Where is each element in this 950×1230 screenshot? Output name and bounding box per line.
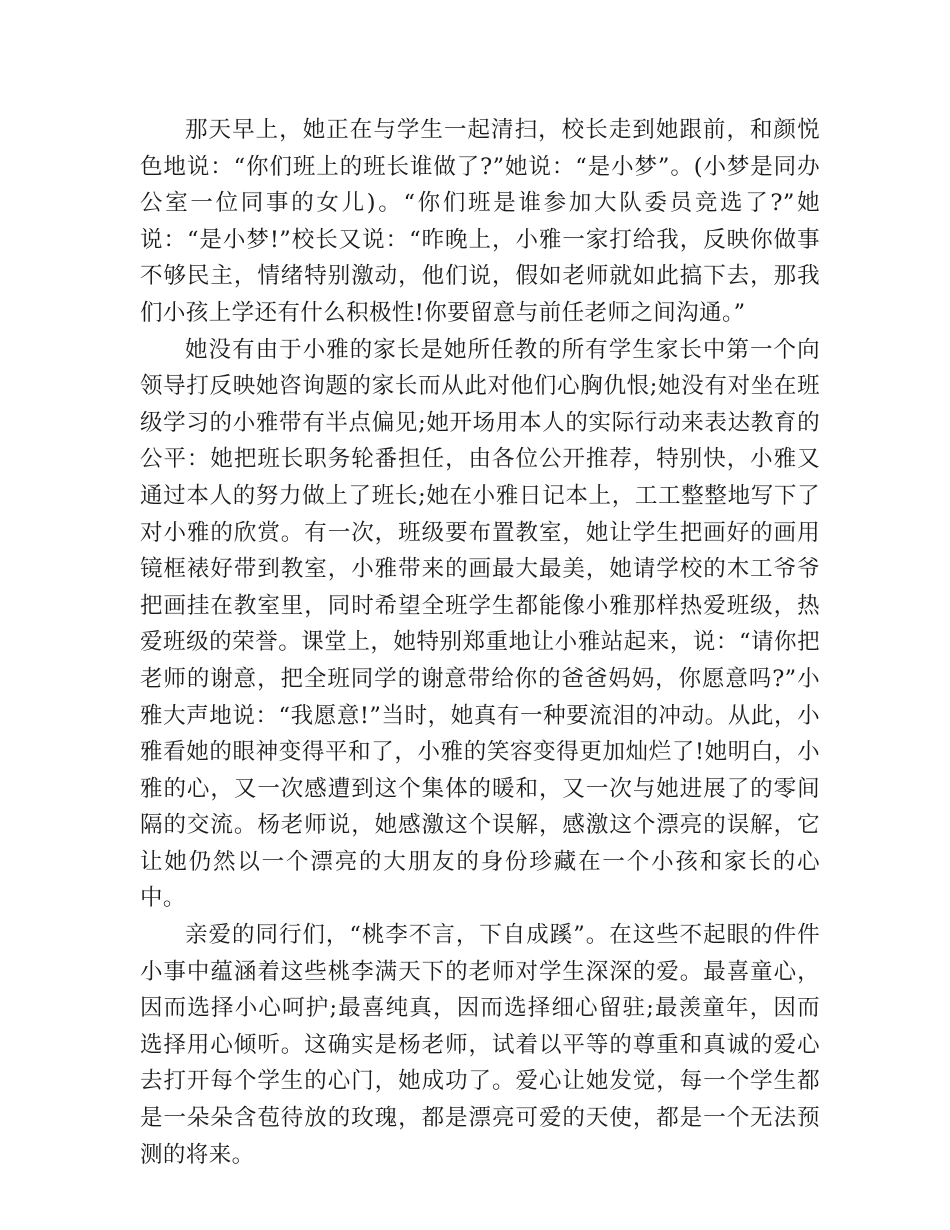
paragraph-principal-conversation: 那天早上，她正在与学生一起清扫，校长走到她跟前，和颜悦色地说：“你们班上的班长谁做了?”她说：“是小梦”。(小梦是同办公室一位同事的女儿)。“你们班是谁参加大队委员竞选了?”她说：“是小梦!”校长又说：“昨晚上，小雅一家打给我，反映你做事不够民主，情绪特别激动，他们说，假如老师就如此搞下去，那我们小孩上学还有什么积极性!你要留意与前任老师之间沟通。” [140,117,820,326]
paragraph-conclusion: 亲爱的同行们，“桃李不言，下自成蹊”。在这些不起眼的件件小事中蕴涵着这些桃李满天下的老师对学生深深的爱。最喜童心，因而选择小心呵护;最喜纯真，因而选择细心留驻;最羡童年，因而选择用心倾听。这确实是杨老师，试着以平等的尊重和真诚的爱心去打开每个学生的心门，她成功了。爱心让她发觉，每一个学生都是一朵朵含苞待放的玫瑰，都是漂亮可爱的天使，都是一个无法预测的将来。 [140,922,820,1168]
paragraph-xiaoya-story: 她没有由于小雅的家长是她所任教的所有学生家长中第一个向领导打反映她咨询题的家长而从此对他们心胸仇恨;她没有对坐在班级学习的小雅带有半点偏见;她开场用本人的实际行动来表达教育的公平：她把班长职务轮番担任，由各位公开推荐，特别快，小雅又通过本人的努力做上了班长;她在小雅日记本上，工工整整地写下了对小雅的欣赏。有一次，班级要布置教室，她让学生把画好的画用镜框裱好带到教室，小雅带来的画最大最美，她请学校的木工爷爷把画挂在教室里，同时希望全班学生都能像小雅那样热爱班级，热爱班级的荣誉。课堂上，她特别郑重地让小雅站起来，说：“请你把老师的谢意，把全班同学的谢意带给你的爸爸妈妈，你愿意吗?”小雅大声地说：“我愿意!”当时，她真有一种要流泪的冲动。从此，小雅看她的眼神变得平和了，小雅的笑容变得更加灿烂了!她明白，小雅的心，又一次感遭到这个集体的暖和，又一次与她进展了的零间隔的交流。杨老师说，她感激这个误解，感激这个漂亮的误解，它让她仍然以一个漂亮的大朋友的身份珍藏在一个小孩和家长的心中。 [140,336,820,912]
document-body [140,112,820,1173]
